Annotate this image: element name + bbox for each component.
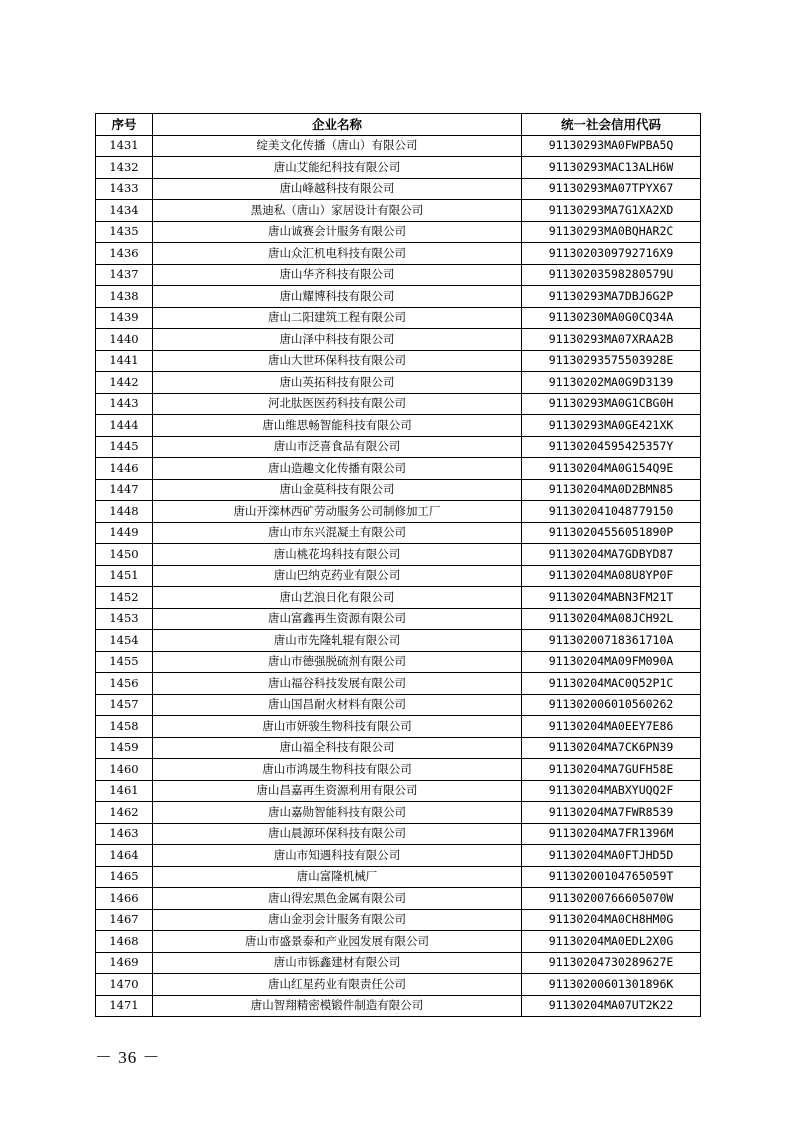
cell-code: 91130293MA0BQHAR2C	[522, 221, 701, 243]
cell-index: 1451	[96, 565, 153, 587]
cell-index: 1468	[96, 931, 153, 953]
cell-code: 91130200601301896K	[522, 974, 701, 996]
cell-code: 91130204MA0EEY7E86	[522, 716, 701, 738]
table-row	[96, 974, 701, 996]
cell-name: 唐山福全科技有限公司	[153, 737, 522, 759]
cell-name: 唐山英拓科技有限公司	[153, 372, 522, 394]
cell-index: 1434	[96, 200, 153, 222]
cell-index: 1469	[96, 952, 153, 974]
cell-index: 1432	[96, 157, 153, 179]
table-row	[96, 888, 701, 910]
cell-name: 唐山金羽会计服务有限公司	[153, 909, 522, 931]
cell-name: 唐山国昌耐火材料有限公司	[153, 694, 522, 716]
table-row	[96, 200, 701, 222]
cell-name: 唐山市铄鑫建材有限公司	[153, 952, 522, 974]
cell-name: 唐山福谷科技发展有限公司	[153, 673, 522, 695]
table-row	[96, 135, 701, 157]
cell-index: 1457	[96, 694, 153, 716]
table-row	[96, 350, 701, 372]
table-row	[96, 909, 701, 931]
cell-name: 唐山市知遇科技有限公司	[153, 845, 522, 867]
cell-code: 91130204MA08JCH92L	[522, 608, 701, 630]
table-row	[96, 393, 701, 415]
cell-name: 唐山市鸿晟生物科技有限公司	[153, 759, 522, 781]
cell-code: 91130204MA7CK6PN39	[522, 737, 701, 759]
table-row	[96, 221, 701, 243]
table-row	[96, 673, 701, 695]
cell-name: 唐山晨源环保科技有限公司	[153, 823, 522, 845]
cell-index: 1431	[96, 135, 153, 157]
cell-name: 唐山艾能纪科技有限公司	[153, 157, 522, 179]
table-row	[96, 565, 701, 587]
cell-index: 1439	[96, 307, 153, 329]
cell-name: 黑迪私（唐山）家居设计有限公司	[153, 200, 522, 222]
cell-name: 唐山峰越科技有限公司	[153, 178, 522, 200]
cell-name: 唐山富鑫再生资源有限公司	[153, 608, 522, 630]
cell-name: 唐山二阳建筑工程有限公司	[153, 307, 522, 329]
cell-name: 唐山智翔精密模锻件制造有限公司	[153, 995, 522, 1017]
table-row	[96, 802, 701, 824]
cell-code: 91130293MA0GE421XK	[522, 415, 701, 437]
cell-code: 91130204MA0EDL2X0G	[522, 931, 701, 953]
table-row	[96, 845, 701, 867]
table-row	[96, 307, 701, 329]
cell-code: 91130293MA07XRAA2B	[522, 329, 701, 351]
page-number: － 36 －	[95, 1048, 161, 1067]
table-row	[96, 329, 701, 351]
table-row	[96, 522, 701, 544]
cell-index: 1442	[96, 372, 153, 394]
cell-name: 唐山市妍骏生物科技有限公司	[153, 716, 522, 738]
cell-name: 唐山开滦林西矿劳动服务公司制修加工厂	[153, 501, 522, 523]
cell-code: 91130200104765059T	[522, 866, 701, 888]
cell-name: 唐山巴纳克药业有限公司	[153, 565, 522, 587]
table-row	[96, 608, 701, 630]
cell-code: 91130204MA0FTJHD5D	[522, 845, 701, 867]
table-row	[96, 931, 701, 953]
cell-name: 唐山红星药业有限责任公司	[153, 974, 522, 996]
cell-code: 91130204MA0G154Q9E	[522, 458, 701, 480]
cell-name: 唐山市先隆轧辊有限公司	[153, 630, 522, 652]
cell-code: 91130293MA0G1CBG0H	[522, 393, 701, 415]
cell-name: 唐山嘉勋智能科技有限公司	[153, 802, 522, 824]
cell-name: 唐山众汇机电科技有限公司	[153, 243, 522, 265]
cell-index: 1437	[96, 264, 153, 286]
cell-code: 91130204MA07UT2K22	[522, 995, 701, 1017]
cell-name: 绽美文化传播（唐山）有限公司	[153, 135, 522, 157]
table-row	[96, 415, 701, 437]
cell-index: 1452	[96, 587, 153, 609]
cell-code: 91130204MA09FM090A	[522, 651, 701, 673]
cell-index: 1463	[96, 823, 153, 845]
table-row	[96, 716, 701, 738]
table-row	[96, 501, 701, 523]
cell-name: 唐山富隆机械厂	[153, 866, 522, 888]
table-row	[96, 651, 701, 673]
cell-code: 91130200766605070W	[522, 888, 701, 910]
cell-code: 91130204MA7FWR8539	[522, 802, 701, 824]
cell-index: 1445	[96, 436, 153, 458]
cell-code: 91130204MAC0Q52P1C	[522, 673, 701, 695]
table-row	[96, 694, 701, 716]
cell-index: 1467	[96, 909, 153, 931]
cell-index: 1441	[96, 350, 153, 372]
cell-index: 1435	[96, 221, 153, 243]
cell-index: 1466	[96, 888, 153, 910]
cell-code: 91130204730289627E	[522, 952, 701, 974]
table-header-row	[96, 114, 701, 136]
table-row	[96, 178, 701, 200]
cell-name: 唐山得宏黑色金属有限公司	[153, 888, 522, 910]
cell-index: 1460	[96, 759, 153, 781]
cell-index: 1459	[96, 737, 153, 759]
cell-code: 91130204MA0CH8HM0G	[522, 909, 701, 931]
cell-code: 91130204MA7FR1396M	[522, 823, 701, 845]
cell-index: 1461	[96, 780, 153, 802]
header-code: 统一社会信用代码	[522, 114, 701, 136]
cell-index: 1443	[96, 393, 153, 415]
cell-code: 91130204MABXYUQQ2F	[522, 780, 701, 802]
table-row	[96, 286, 701, 308]
table-row	[96, 866, 701, 888]
header-index: 序号	[96, 114, 153, 136]
cell-index: 1446	[96, 458, 153, 480]
cell-code: 91130293MA07TPYX67	[522, 178, 701, 200]
cell-code: 91130204MA0D2BMN85	[522, 479, 701, 501]
cell-name: 唐山市泛喜食品有限公司	[153, 436, 522, 458]
cell-index: 1450	[96, 544, 153, 566]
cell-code: 9113020309792716X9	[522, 243, 701, 265]
table-row	[96, 630, 701, 652]
table-row	[96, 458, 701, 480]
cell-code: 911302041048779150	[522, 501, 701, 523]
enterprise-table	[95, 113, 701, 1017]
cell-code: 91130204MABN3FM21T	[522, 587, 701, 609]
table-row	[96, 157, 701, 179]
cell-code: 91130293MAC13ALH6W	[522, 157, 701, 179]
cell-code: 91130230MA0G0CQ34A	[522, 307, 701, 329]
cell-index: 1465	[96, 866, 153, 888]
table-row	[96, 243, 701, 265]
cell-name: 唐山昌嘉再生资源利用有限公司	[153, 780, 522, 802]
cell-code: 91130204MA08U8YP0F	[522, 565, 701, 587]
cell-index: 1455	[96, 651, 153, 673]
table-row	[96, 264, 701, 286]
cell-index: 1454	[96, 630, 153, 652]
cell-index: 1449	[96, 522, 153, 544]
table-row	[96, 759, 701, 781]
table-row	[96, 995, 701, 1017]
cell-index: 1471	[96, 995, 153, 1017]
table-row	[96, 587, 701, 609]
cell-code: 91130204MA7GUFH58E	[522, 759, 701, 781]
cell-name: 唐山维思畅智能科技有限公司	[153, 415, 522, 437]
table-row	[96, 737, 701, 759]
cell-index: 1436	[96, 243, 153, 265]
table-row	[96, 952, 701, 974]
cell-code: 91130293MA7DBJ6G2P	[522, 286, 701, 308]
cell-code: 91130204595425357Y	[522, 436, 701, 458]
cell-name: 唐山造趣文化传播有限公司	[153, 458, 522, 480]
cell-index: 1448	[96, 501, 153, 523]
table-row	[96, 479, 701, 501]
cell-index: 1444	[96, 415, 153, 437]
cell-index: 1456	[96, 673, 153, 695]
cell-name: 唐山华齐科技有限公司	[153, 264, 522, 286]
cell-name: 河北肽医医药科技有限公司	[153, 393, 522, 415]
table-row	[96, 823, 701, 845]
cell-code: 911302006010560262	[522, 694, 701, 716]
table-row	[96, 544, 701, 566]
cell-name: 唐山市盛景泰和产业园发展有限公司	[153, 931, 522, 953]
header-name: 企业名称	[153, 114, 522, 136]
cell-code: 91130293MA7G1XA2XD	[522, 200, 701, 222]
cell-code: 91130293575503928E	[522, 350, 701, 372]
cell-name: 唐山大世环保科技有限公司	[153, 350, 522, 372]
cell-name: 唐山诚赛会计服务有限公司	[153, 221, 522, 243]
cell-name: 唐山艺浪日化有限公司	[153, 587, 522, 609]
cell-index: 1464	[96, 845, 153, 867]
cell-index: 1438	[96, 286, 153, 308]
cell-name: 唐山市德强脱硫剂有限公司	[153, 651, 522, 673]
cell-code: 91130293MA0FWPBA5Q	[522, 135, 701, 157]
cell-code: 91130202MA0G9D3139	[522, 372, 701, 394]
cell-index: 1458	[96, 716, 153, 738]
cell-index: 1440	[96, 329, 153, 351]
cell-index: 1447	[96, 479, 153, 501]
cell-name: 唐山金莫科技有限公司	[153, 479, 522, 501]
table-body	[96, 135, 701, 1017]
cell-index: 1470	[96, 974, 153, 996]
cell-name: 唐山泽中科技有限公司	[153, 329, 522, 351]
cell-index: 1433	[96, 178, 153, 200]
table-row	[96, 436, 701, 458]
table-row	[96, 780, 701, 802]
cell-index: 1462	[96, 802, 153, 824]
cell-name: 唐山桃花坞科技有限公司	[153, 544, 522, 566]
cell-name: 唐山耀博科技有限公司	[153, 286, 522, 308]
cell-code: 91130203598280579U	[522, 264, 701, 286]
cell-name: 唐山市东兴混凝土有限公司	[153, 522, 522, 544]
cell-code: 91130200718361710A	[522, 630, 701, 652]
cell-code: 91130204556051890P	[522, 522, 701, 544]
cell-code: 91130204MA7GDBYD87	[522, 544, 701, 566]
table-row	[96, 372, 701, 394]
cell-index: 1453	[96, 608, 153, 630]
